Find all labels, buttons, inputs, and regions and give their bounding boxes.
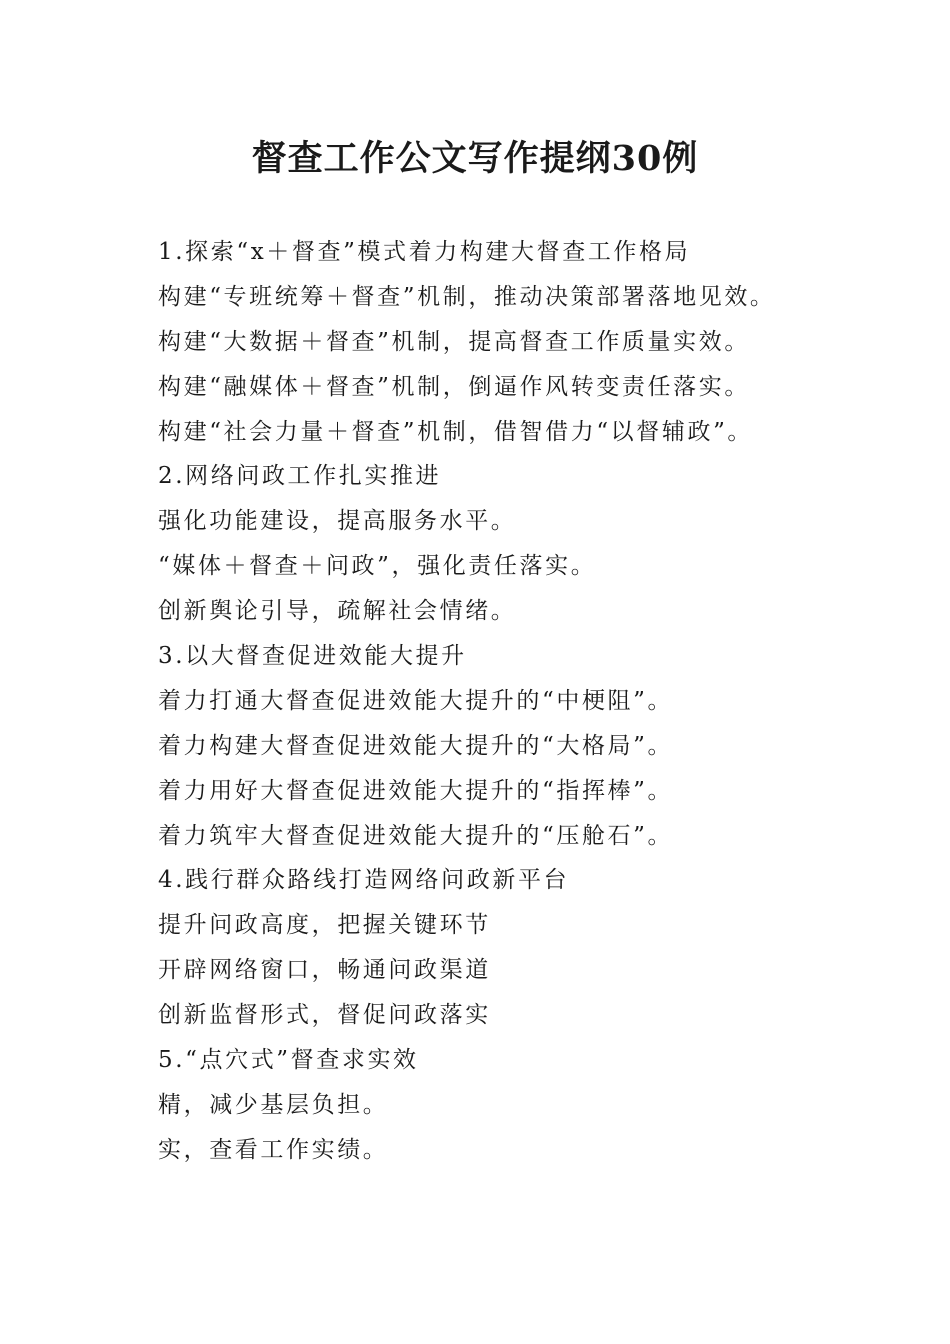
text-line: 5.“点穴式”督查求实效 [158, 1047, 419, 1074]
text-line: 构建“融媒体＋督查”机制，倒逼作风转变责任落实。 [158, 373, 750, 400]
text-line: 强化功能建设，提高服务水平。 [158, 508, 517, 535]
text-line: 1.探索“x＋督查”模式着力构建大督查工作格局 [158, 239, 691, 265]
text-line: 着力构建大督查促进效能大提升的“大格局”。 [158, 732, 674, 759]
text-line: 创新舆论引导，疏解社会情绪。 [158, 598, 517, 625]
text-line: 构建“大数据＋督查”机制，提高督查工作质量实效。 [158, 328, 750, 355]
text-line: “媒体＋督查＋问政”，强化责任落实。 [158, 553, 597, 580]
text-line: 提升问政高度，把握关键环节 [158, 912, 491, 939]
text-line: 着力打通大督查促进效能大提升的“中梗阻”。 [158, 687, 674, 714]
document-body [158, 232, 858, 1175]
text-line: 开辟网络窗口，畅通问政渠道 [158, 957, 491, 984]
text-line: 4.践行群众路线打造网络问政新平台 [158, 867, 570, 894]
text-line: 着力筑牢大督查促进效能大提升的“压舱石”。 [158, 822, 674, 849]
text-line: 构建“社会力量＋督查”机制，借智借力“以督辅政”。 [158, 418, 754, 445]
text-line: 2.网络问政工作扎实推进 [158, 463, 442, 490]
document-title: 督查工作公文写作提纲30例 [251, 138, 699, 179]
text-line: 构建“专班统筹＋督查”机制，推动决策部署落地见效。 [158, 283, 776, 310]
text-line: 创新监督形式，督促问政落实 [158, 1002, 491, 1029]
text-line: 3.以大督查促进效能大提升 [158, 643, 467, 670]
text-line: 着力用好大督查促进效能大提升的“指挥棒”。 [158, 777, 674, 804]
text-line: 实，查看工作实绩。 [158, 1136, 389, 1163]
text-line: 精，减少基层负担。 [158, 1091, 389, 1118]
